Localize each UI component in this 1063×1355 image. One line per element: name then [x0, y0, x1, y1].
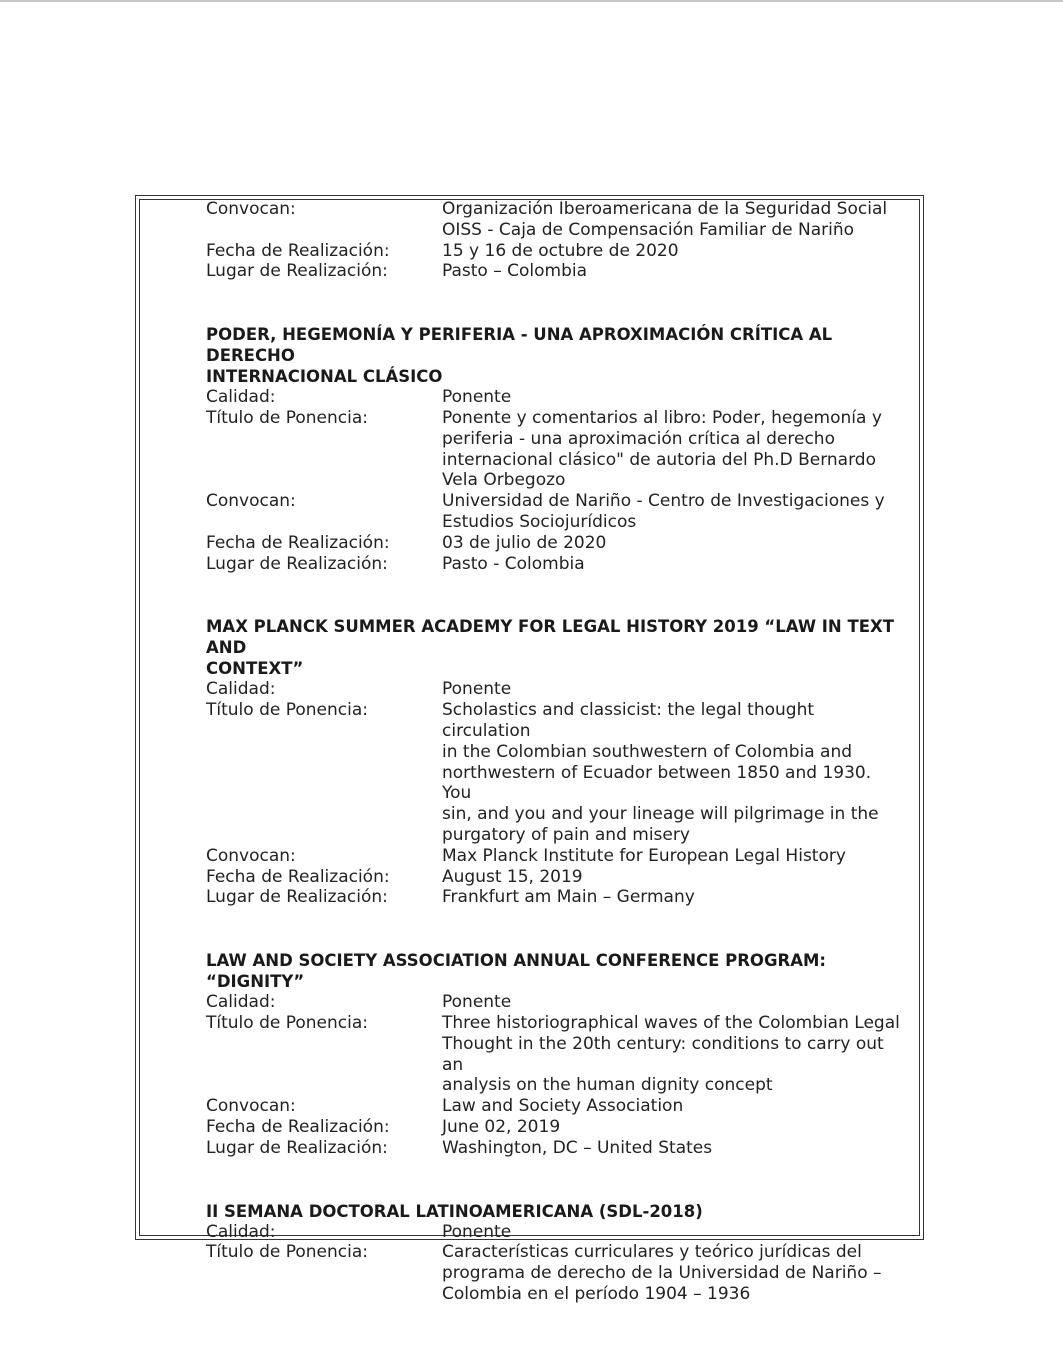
field-label: Convocan: [206, 491, 296, 512]
field-label: Fecha de Realización: [206, 866, 390, 887]
field-label: Lugar de Realización: [206, 887, 388, 908]
field-label: Lugar de Realización: [206, 1137, 388, 1158]
field-label: Fecha de Realización: [206, 532, 390, 553]
field-value: Pasto – Colombia [442, 261, 588, 282]
info-row [206, 199, 906, 241]
event-title: LAW AND SOCIETY ASSOCIATION ANNUAL CONFERENCE PROGRAM: “DIGNITY” [206, 951, 826, 992]
field-label: Calidad: [206, 1221, 276, 1242]
info-row [206, 554, 906, 575]
field-label: Título de Ponencia: [206, 407, 368, 428]
field-value: Three historiographical waves of the Colombian Legal Thought in the 20th century: conditions to carry out an analysis on the human dignity concept [442, 1012, 900, 1096]
info-row [206, 700, 906, 846]
field-value: Frankfurt am Main – Germany [442, 887, 695, 908]
field-label: Título de Ponencia: [206, 700, 368, 721]
field-value: 03 de julio de 2020 [442, 532, 607, 553]
info-row [206, 1096, 906, 1117]
field-label: Título de Ponencia: [206, 1242, 368, 1263]
field-value: Ponente y comentarios al libro: Poder, hegemonía y periferia - una aproximación crítica al derecho internacional clásico" de autoria del Ph.D Bernardo Vela Orbegozo [442, 407, 882, 491]
field-value: August 15, 2019 [442, 866, 583, 887]
info-row [206, 1138, 906, 1159]
field-value: June 02, 2019 [442, 1116, 561, 1137]
event-section-semana-doctoral [206, 1201, 906, 1305]
field-value: Washington, DC – United States [442, 1137, 713, 1158]
event-section-poder-hegemonia [206, 324, 906, 574]
info-row [206, 1117, 906, 1138]
info-row [206, 533, 906, 554]
field-value: Max Planck Institute for European Legal History [442, 845, 846, 866]
field-value: 15 y 16 de octubre de 2020 [442, 240, 679, 261]
field-label: Fecha de Realización: [206, 1116, 390, 1137]
field-label: Calidad: [206, 387, 276, 408]
field-label: Calidad: [206, 679, 276, 700]
info-row [206, 887, 906, 908]
info-row [206, 867, 906, 888]
field-value: Pasto - Colombia [442, 553, 585, 574]
event-title: II SEMANA DOCTORAL LATINOAMERICANA (SDL-2018) [206, 1201, 703, 1221]
info-row [206, 241, 906, 262]
info-row [206, 1013, 906, 1096]
info-row [206, 491, 906, 533]
info-row [206, 846, 906, 867]
info-row [206, 1242, 906, 1304]
field-value: Ponente [442, 387, 512, 408]
event-section-max-planck [206, 616, 906, 908]
document-content [206, 199, 906, 1305]
event-block-continued [206, 199, 906, 282]
info-row [206, 992, 906, 1013]
field-label: Fecha de Realización: [206, 240, 390, 261]
field-value: Ponente [442, 1221, 512, 1242]
field-value: Características curriculares y teórico jurídicas del programa de derecho de la Universidad de Nariño – Colombia en el período 1904 – 1936 [442, 1242, 882, 1304]
info-row [206, 261, 906, 282]
info-row [206, 679, 906, 700]
field-label: Lugar de Realización: [206, 261, 388, 282]
field-value: Scholastics and classicist: the legal thought circulation in the Colombian southwestern of Colombia and northwestern of Ecuador between 1850 and 1930. You sin, and you and your lineage will pilgrimage in the purgatory of pain and misery [442, 700, 879, 845]
event-title: MAX PLANCK SUMMER ACADEMY FOR LEGAL HISTORY 2019 “LAW IN TEXT AND CONTEXT” [206, 617, 894, 679]
info-row [206, 387, 906, 408]
info-row [206, 1222, 906, 1243]
field-value: Universidad de Nariño - Centro de Investigaciones y Estudios Sociojurídicos [442, 491, 885, 532]
field-value: Ponente [442, 992, 512, 1013]
field-label: Convocan: [206, 1096, 296, 1117]
field-value: Law and Society Association [442, 1096, 684, 1117]
field-value: Ponente [442, 679, 512, 700]
field-label: Título de Ponencia: [206, 1012, 368, 1033]
field-label: Lugar de Realización: [206, 553, 388, 574]
event-title: PODER, HEGEMONÍA Y PERIFERIA - UNA APROXIMACIÓN CRÍTICA AL DERECHO INTERNACIONAL CLÁSICO [206, 325, 833, 387]
top-rule [0, 0, 1063, 2]
field-label: Convocan: [206, 845, 296, 866]
field-label: Convocan: [206, 199, 296, 219]
field-label: Calidad: [206, 992, 276, 1013]
info-row [206, 408, 906, 491]
event-section-law-and-society [206, 950, 906, 1158]
field-value: Organización Iberoamericana de la Seguridad Social OISS - Caja de Compensación Familiar de Nariño [442, 199, 888, 240]
